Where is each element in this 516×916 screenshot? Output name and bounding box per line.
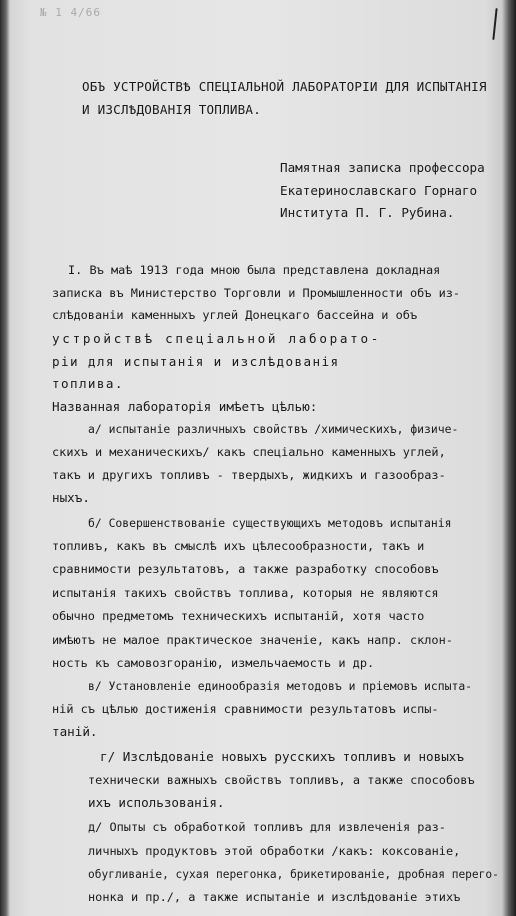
body-line: слѣдованіи каменныхъ углей Донецкаго бассейна и объ (52, 308, 418, 322)
title-line-2: И ИЗСЛѢДОВАНІЯ ТОПЛИВА. (82, 102, 261, 117)
author-line-3: Института П. Г. Рубина. (280, 205, 455, 220)
body-line: личныхъ продуктовъ этой обработки /какъ: коксованіе, (88, 844, 461, 858)
body-line: в/ Установленіе единообразія методовъ и пріемовъ испыта- (88, 679, 473, 693)
body-line: топливъ, какъ въ смыслѣ ихъ цѣлесообразности, такъ и (52, 539, 425, 553)
body-line: ныхъ. (52, 490, 90, 505)
body-line: скихъ и механическихъ/ какъ спеціально каменныхъ углей, (52, 445, 446, 459)
body-line: сравнимости результатовъ, а также разработку способовъ (52, 562, 439, 576)
body-line: технически важныхъ свойствъ топливъ, а также способовъ (88, 773, 475, 787)
body-line: испытанія такихъ свойствъ топлива, которыя не являются (52, 586, 439, 600)
body-line: обычно предметомъ техническихъ испытаній, хотя часто (52, 609, 425, 623)
body-line: I. Въ маѣ 1913 года мною была представлена докладная (68, 263, 441, 277)
body-line: нонка и пр./, а также испытаніе и изслѣдованіе этихъ (88, 890, 461, 904)
body-line: б/ Совершенствованіе существующихъ методовъ испытанія (88, 516, 452, 530)
body-line: ріи для испытанія и изслѣдованія (52, 354, 340, 369)
body-line: такъ и другихъ топливъ - твердыхъ, жидкихъ и газообраз- (52, 468, 446, 482)
author-line-2: Екатеринославскаго Горнаго (280, 183, 478, 198)
ink-mark (492, 8, 497, 40)
body-line: записка въ Министерство Торговли и Промышленности объ из- (52, 286, 461, 300)
archive-mark: № 1 4/66 (40, 6, 101, 19)
body-line: ность къ самовозгоранію, измельчаемость и др. (52, 656, 375, 670)
scan-edge-right (502, 0, 516, 916)
title-line-1: ОБЪ УСТРОЙСТВѢ СПЕЦІАЛЬНОЙ ЛАБОРАТОРІИ ДЛЯ ИСПЫТАНІЯ (82, 79, 487, 94)
body-line: устройствѣ спеціальной лаборато- (52, 331, 382, 346)
body-line: таній. (52, 724, 98, 739)
body-line: ихъ использованія. (88, 795, 225, 810)
body-line: имѣютъ не малое практическое значеніе, какъ напр. склон- (52, 633, 453, 647)
body-line: ній съ цѣлью достиженія сравнимости результатовъ испы- (52, 702, 439, 716)
body-line: Названная лабораторія имѣетъ цѣлью: (52, 399, 318, 414)
author-line-1: Памятная записка профессора (280, 160, 485, 175)
body-line: обугливаніе, сухая перегонка, брикетированіе, дробная перего- (88, 868, 499, 881)
body-line: а/ испытаніе различныхъ свойствъ /химическихъ, физиче- (88, 422, 459, 436)
body-line: д/ Опыты съ обработкой топливъ для извлеченія раз- (88, 820, 446, 834)
body-line: г/ Изслѣдованіе новыхъ русскихъ топливъ и новыхъ (100, 749, 464, 764)
body-line: топлива. (52, 376, 124, 391)
scan-edge-left (0, 0, 10, 916)
